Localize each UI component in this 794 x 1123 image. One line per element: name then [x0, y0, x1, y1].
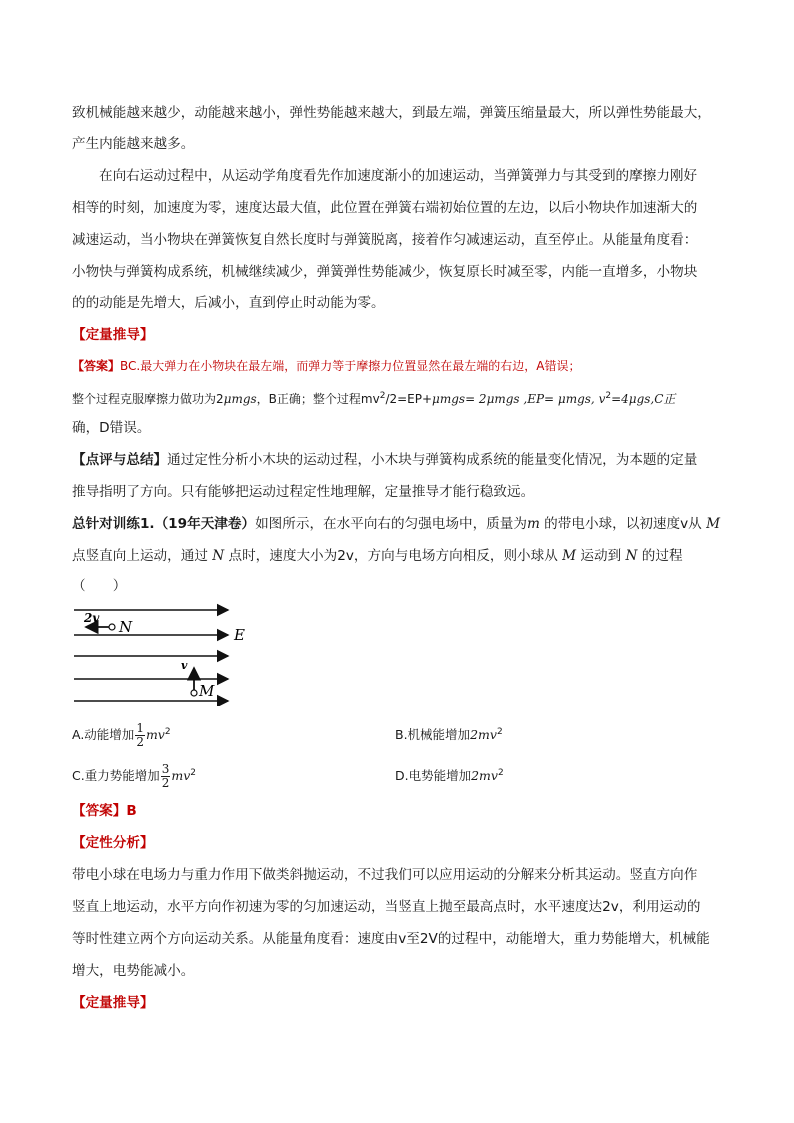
para2-line2: 相等的时刻，加速度为零，速度达最大值，此位置在弹簧右端初始位置的左边，以后小物块作加速渐大的 [72, 200, 698, 216]
para3-line2: 竖直上地运动，水平方向作初速为零的匀加速运动，当竖直上抛至最高点时，水平速度达2v，利用运动的 [72, 899, 701, 915]
answer1-line2f: v [594, 392, 606, 406]
answer1-line2d: /2=EP+ [385, 392, 433, 406]
option-a-label: A.动能增加 [72, 727, 135, 743]
exercise-line2f: N [625, 548, 638, 564]
comment-tag: 【点评与总结】 [72, 452, 168, 468]
section-heading-quant-2: 【定量推导】 [72, 995, 154, 1011]
para3-line1: 带电小球在电场力与重力作用下做类斜抛运动，不过我们可以应用运动的分解来分析其运动。竖直方向作 [72, 867, 698, 883]
exercise-line2b: N [212, 548, 225, 564]
exercise-line1c: 的带电小球，以初速度v从 [539, 516, 707, 532]
option-d-sup: 2 [497, 768, 504, 778]
option-c-den: 2 [161, 776, 170, 791]
answer1-line2b: μmgs [223, 392, 257, 406]
exercise-line2d: M [562, 548, 577, 564]
para2-line5: 的的动能是先增大，后减小，直到停止时动能为零。 [72, 295, 385, 311]
label-e: E [234, 626, 245, 644]
option-a-sup: 2 [164, 727, 171, 737]
exercise-line1b: m [526, 516, 540, 532]
point-n-ball [109, 624, 115, 630]
option-c-num: 3 [161, 762, 170, 777]
option-a-den: 2 [136, 735, 144, 750]
exercise-line2c: 点时，速度大小为2v，方向与电场方向相反，则小球从 [224, 548, 563, 564]
exercise-line2e: 运动到 [576, 548, 626, 564]
exercise-line3: （ ） [72, 578, 127, 594]
option-b-tail: 2mv [470, 727, 497, 743]
exercise-line1a: 如图所示，在水平向右的匀强电场中，质量为 [255, 516, 527, 532]
label-m: M [199, 682, 215, 700]
exercise-tag: 总针对训练1. [72, 516, 155, 532]
comment-text: 通过定性分析小木块的运动过程，小木块与弹簧构成系统的能量变化情况，为本题的定量 [167, 452, 698, 468]
option-d-tail: 2mv [471, 768, 498, 784]
label-n: N [119, 618, 133, 636]
exercise-line2a: 点竖直向上运动，通过 [72, 548, 213, 564]
answer2-line [72, 801, 137, 821]
label-2v: 2v [84, 611, 100, 625]
answer1-line1 [72, 356, 580, 376]
option-b[interactable] [395, 722, 503, 745]
para3-line4: 增大，电势能减小。 [72, 963, 195, 979]
answer2-tag: 【答案】 [72, 803, 127, 819]
answer1-line2a: 整个过程克服摩擦力做功为2 [72, 392, 224, 406]
option-b-label: B.机械能增加 [395, 727, 471, 743]
answer1-line2c: ，B正确；整个过程mv [256, 392, 380, 406]
exercise-line2 [72, 546, 683, 566]
exercise-line1 [72, 514, 720, 534]
answer1-line2g: =4μgs,C正 [611, 392, 676, 406]
para2-line1: 在向右运动过程中，从运动学角度看先作加速度渐小的加速运动，当弹簧弹力与其受到的摩擦力刚好 [99, 168, 698, 184]
answer1-text: BC.最大弹力在小物块在最左端，而弹力等于摩擦力位置显然在最左端的右边，A错误； [120, 359, 581, 373]
para2-line3: 减速运动，当小物块在弹簧恢复自然长度时与弹簧脱离，接着作匀减速运动，直至停止。从能量角度看： [72, 232, 698, 248]
answer2-value: B [126, 803, 137, 819]
section-heading-quant: 【定量推导】 [72, 327, 154, 343]
option-d-label: D.电势能增加 [395, 768, 472, 784]
answer1-sup1: 2 [379, 391, 386, 401]
para1-line1: 致机械能越来越少，动能越来越小，弹性势能越来越大，到最左端，弹簧压缩量最大，所以弹性势能最大， [72, 105, 711, 121]
answer1-sup2: 2 [605, 391, 612, 401]
option-a-tail: mv [145, 727, 165, 743]
para1-line2: 产生内能越来越多。 [72, 136, 195, 152]
answer1-line2 [72, 386, 675, 409]
option-a-fraction [135, 722, 145, 749]
option-b-sup: 2 [496, 727, 503, 737]
section-heading-qual: 【定性分析】 [72, 835, 154, 851]
para2-line4: 小物快与弹簧构成系统，机械继续减少，弹簧弹性势能减少，恢复原长时减至零，内能一直增多，小物块 [72, 264, 698, 280]
option-c-label: C.重力势能增加 [72, 768, 160, 784]
option-c-sup: 2 [190, 768, 196, 778]
comment-line1 [72, 450, 697, 470]
exercise-line1d: M [706, 516, 720, 532]
answer1-line3: 确，D错误。 [72, 420, 151, 436]
option-c[interactable] [72, 763, 196, 790]
label-v: v [181, 659, 188, 672]
answer1-tag: 【答案】 [72, 359, 121, 373]
field-diagram [72, 598, 272, 706]
comment-line2: 推导指明了方向。只有能够把运动过程定性地理解，定量推导才能行稳致远。 [72, 484, 535, 500]
answer1-line2e: μmgs= 2μmgs ,EP= μmgs, [432, 392, 595, 406]
para3-line3: 等时性建立两个方向运动关系。从能量角度看：速度由v至2V的过程中，动能增大，重力势能增大，机械能 [72, 931, 710, 947]
option-a[interactable] [72, 722, 171, 749]
option-c-tail: mv [171, 768, 191, 784]
option-d[interactable] [395, 763, 504, 786]
point-m-ball [191, 690, 197, 696]
exercise-line2g: 的过程 [637, 548, 683, 564]
exercise-source: （19年天津卷） [154, 516, 256, 532]
option-c-fraction [161, 763, 171, 790]
option-a-num: 1 [136, 721, 144, 736]
